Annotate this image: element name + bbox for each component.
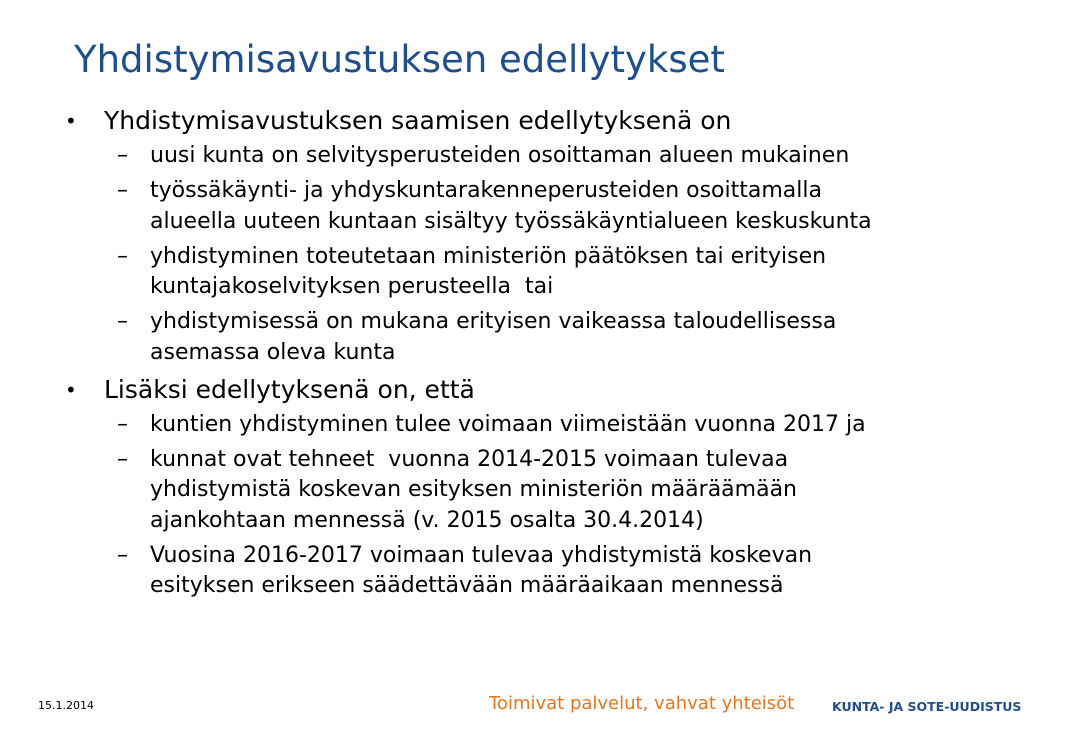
sub-bullet-marker: – <box>117 243 128 269</box>
sub-bullet-list <box>0 410 1067 602</box>
sub-bullet-line: kuntien yhdistyminen tulee voimaan viimeistään vuonna 2017 ja <box>150 411 866 437</box>
sub-bullet-item <box>0 176 1067 237</box>
bullet-text: Lisäksi edellytyksenä on, että <box>104 374 475 404</box>
bullet-item <box>0 373 1067 407</box>
sub-bullet-item <box>0 541 1067 602</box>
bullet-list <box>0 104 1067 606</box>
sub-bullet-line: Vuosina 2016-2017 voimaan tulevaa yhdistymistä koskevan <box>150 542 813 568</box>
footer-brand-logo: KUNTA- JA SOTE-UUDISTUS <box>832 699 1022 714</box>
sub-bullet-item <box>0 445 1067 537</box>
sub-bullet-line: esityksen erikseen säädettävään määräaikaan mennessä <box>150 573 784 598</box>
bullet-group <box>0 104 1067 368</box>
sub-bullet-line: yhdistymistä koskevan esityksen ministeriön määräämään <box>150 477 798 502</box>
sub-bullet-marker: – <box>117 411 128 437</box>
bullet-marker: • <box>65 109 77 133</box>
footer-date: 15.1.2014 <box>38 699 94 712</box>
sub-bullet-marker: – <box>117 446 128 472</box>
sub-bullet-line: alueella uuteen kuntaan sisältyy työssäkäyntialueen keskuskunta <box>150 208 872 234</box>
sub-bullet-line: työssäkäynti- ja yhdyskuntarakenneperusteiden osoittamalla <box>150 178 822 203</box>
bullet-marker: • <box>65 377 77 402</box>
sub-bullet-line: asemassa oleva kunta <box>150 339 396 365</box>
bullet-item <box>0 104 1067 138</box>
sub-bullet-marker: – <box>117 178 128 203</box>
sub-bullet-marker: – <box>117 542 128 568</box>
slide-title: Yhdistymisavustuksen edellytykset <box>74 38 725 81</box>
bullet-group <box>0 373 1067 602</box>
sub-bullet-item <box>0 307 1067 368</box>
sub-bullet-line: yhdistymisessä on mukana erityisen vaikeassa taloudellisessa <box>150 309 837 334</box>
sub-bullet-marker: – <box>117 309 128 334</box>
sub-bullet-line: uusi kunta on selvitysperusteiden osoittaman alueen mukainen <box>150 143 850 168</box>
footer-tagline: Toimivat palvelut, vahvat yhteisöt <box>489 693 795 714</box>
sub-bullet-line: ajankohtaan mennessä (v. 2015 osalta 30.4.2014) <box>150 507 704 533</box>
sub-bullet-item <box>0 242 1067 303</box>
sub-bullet-item <box>0 410 1067 441</box>
sub-bullet-item <box>0 141 1067 172</box>
bullet-text: Yhdistymisavustuksen saamisen edellytyksenä on <box>104 106 732 135</box>
sub-bullet-line: kuntajakoselvityksen perusteella tai <box>150 274 554 299</box>
sub-bullet-line: yhdistyminen toteutetaan ministeriön päätöksen tai erityisen <box>150 243 827 269</box>
sub-bullet-line: kunnat ovat tehneet vuonna 2014-2015 voimaan tulevaa <box>150 446 789 472</box>
sub-bullet-marker: – <box>117 143 128 168</box>
sub-bullet-list <box>0 141 1067 368</box>
